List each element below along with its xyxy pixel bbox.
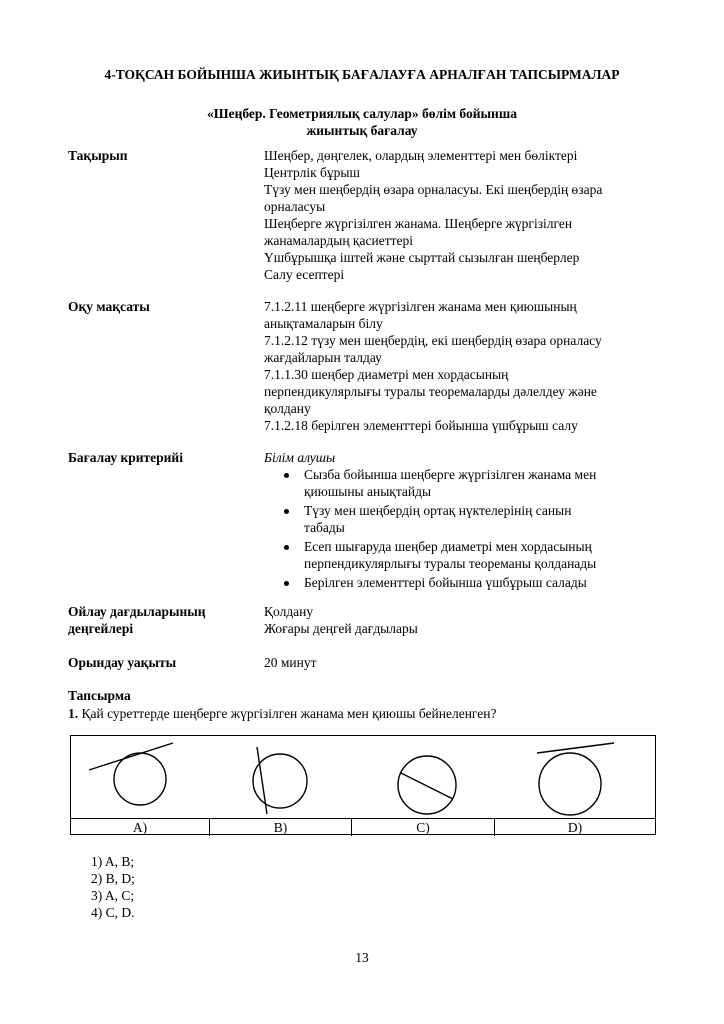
line-d: [537, 743, 614, 753]
topic-line: орналасуы: [264, 199, 326, 214]
criteria-item-line: табады: [304, 520, 345, 535]
answer-options: [91, 853, 135, 921]
criteria-item: [304, 538, 664, 572]
criteria-item-line: Сызба бойынша шеңберге жүргізілген жанама мен: [304, 467, 597, 482]
line-a: [89, 743, 173, 770]
circle-b: [253, 754, 307, 808]
time-value: 20 минут: [264, 655, 317, 670]
objective-line: 7.1.1.30 шеңбер диаметрі мен хордасының: [264, 367, 509, 382]
thinking-label-line: деңгейлері: [68, 621, 134, 636]
figure-a-drawing: [89, 743, 173, 805]
criteria-list: [264, 466, 664, 591]
answer-option[interactable]: 4) C, D.: [91, 905, 135, 920]
subtitle-line-2: жиынтық бағалау: [306, 123, 418, 138]
objective-line: анықтамаларын білу: [264, 316, 383, 331]
question-text: Қай суреттерде шеңберге жүргізілген жанама мен қиюшы бейнеленген?: [78, 706, 497, 721]
criteria-item-line: Берілген элементтері бойынша үшбұрыш салады: [304, 575, 587, 590]
figure-c-drawing: [398, 756, 456, 814]
objective-line: 7.1.2.18 берілген элементтері бойынша үшбұрыш салу: [264, 418, 578, 433]
circle-c: [398, 756, 456, 814]
objectives-value: [264, 298, 664, 434]
criteria-item-line: Түзу мен шеңбердің ортақ нүктелерінің санын: [304, 503, 572, 518]
thinking-label-line: Ойлау дағдыларының: [68, 604, 206, 619]
figure-drawings: [71, 736, 657, 818]
objective-line: перпендикулярлығы туралы теоремаларды дәлелдеу және: [264, 384, 597, 399]
objective-line: жағдайларын талдау: [264, 350, 382, 365]
objective-line: 7.1.2.11 шеңберге жүргізілген жанама мен қиюшының: [264, 299, 577, 314]
circle-d: [539, 753, 601, 815]
criteria-item-line: Есеп шығаруда шеңбер диаметрі мен хордасының: [304, 539, 592, 554]
figure-label-d: D): [567, 820, 583, 835]
line-b: [257, 747, 267, 814]
objective-line: қолдану: [264, 401, 311, 416]
circle-a: [114, 753, 166, 805]
criteria-item: [304, 466, 664, 500]
thinking-line: Қолдану: [264, 604, 314, 619]
topic-line: Центрлік бұрыш: [264, 165, 360, 180]
figure-label-b: B): [210, 819, 352, 836]
topic-line: Шеңбер, дөңгелек, олардың элементтері мен бөліктері: [264, 148, 578, 163]
topic-value: [264, 147, 664, 283]
figure-label-a: A): [71, 819, 210, 836]
question-number: 1.: [68, 706, 79, 721]
topic-line: жанамалардың қасиеттері: [264, 233, 413, 248]
answer-option[interactable]: 2) B, D;: [91, 871, 135, 886]
topic-line: Салу есептері: [264, 267, 345, 282]
topic-line: Түзу мен шеңбердің өзара орналасуы. Екі шеңбердің өзара: [264, 182, 603, 197]
figure-labels-row: [71, 818, 655, 836]
criteria-intro: Білім алушы: [264, 450, 336, 465]
criteria-label: Бағалау критерийі: [68, 450, 183, 465]
figure-d-drawing: [537, 743, 614, 815]
page-number: 13: [355, 950, 369, 965]
line-c: [401, 773, 453, 799]
topic-label: Тақырып: [68, 148, 128, 163]
criteria-item: [304, 502, 664, 536]
document-title: 4-ТОҚСАН БОЙЫНША ЖИЫНТЫҚ БАҒАЛАУҒА АРНАЛҒАН ТАПСЫРМАЛАР: [104, 67, 620, 82]
criteria-item: [304, 574, 664, 591]
section-subtitle: [0, 105, 724, 139]
criteria-item-line: перпендикулярлығы туралы теореманы қолданады: [304, 556, 597, 571]
objectives-label: Оқу мақсаты: [68, 299, 150, 314]
task-heading: Тапсырма: [68, 688, 131, 703]
figure-table: [70, 735, 656, 835]
question-1: [68, 706, 497, 722]
topic-line: Үшбұрышқа іштей және сырттай сызылған шеңберлер: [264, 250, 580, 265]
thinking-value: [264, 603, 664, 637]
criteria-value: [264, 449, 664, 593]
figure-label-c: C): [352, 819, 495, 836]
answer-option[interactable]: 1) A, B;: [91, 854, 135, 869]
time-label: Орындау уақыты: [68, 655, 177, 670]
thinking-line: Жоғары деңгей дағдылары: [264, 621, 418, 636]
answer-option[interactable]: 3) A, C;: [91, 888, 135, 903]
topic-line: Шеңберге жүргізілген жанама. Шеңберге жүргізілген: [264, 216, 573, 231]
criteria-item-line: қиюшыны анықтайды: [304, 484, 432, 499]
objective-line: 7.1.2.12 түзу мен шеңбердің, екі шеңбердің өзара орналасу: [264, 333, 602, 348]
thinking-label: [68, 603, 206, 637]
subtitle-line-1: «Шеңбер. Геометриялық салулар» бөлім бойынша: [207, 106, 517, 121]
figure-b-drawing: [253, 747, 307, 814]
